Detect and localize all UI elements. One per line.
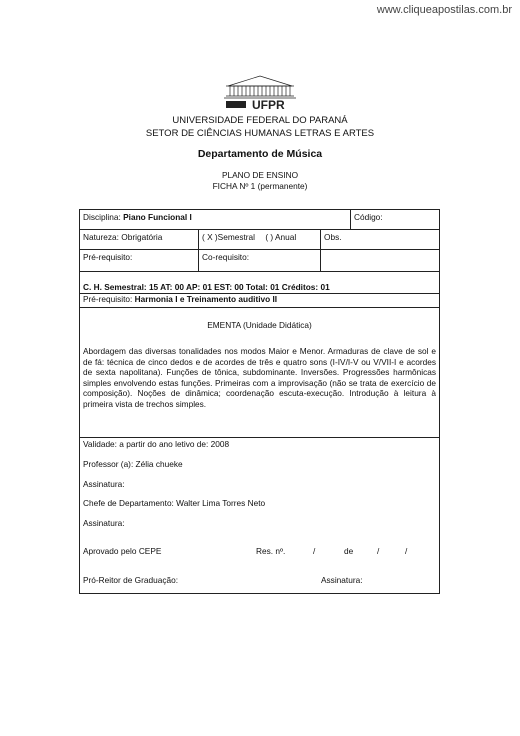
- chefe-departamento: Chefe de Departamento: Walter Lima Torres Neto: [83, 498, 266, 508]
- res-slash: /: [313, 546, 316, 556]
- semestral-anual-cell: [198, 230, 320, 249]
- university-name: UNIVERSIDADE FEDERAL DO PARANÁ: [172, 115, 348, 126]
- pro-reitor: Pró-Reitor de Graduação:: [83, 575, 179, 585]
- anual-option: ( ) Anual: [265, 232, 297, 242]
- prereq2-line: [83, 294, 277, 304]
- empty-cell: [320, 250, 439, 271]
- date-slash-2: /: [405, 546, 408, 556]
- obs-label: Obs.: [324, 232, 342, 242]
- codigo-cell: [350, 210, 439, 229]
- obs-cell: [320, 230, 439, 249]
- carga-horaria: C. H. Semestral: 15 AT: 00 AP: 01 EST: 00 Total: 01 Créditos: 01: [83, 282, 330, 292]
- row-carga: [80, 272, 439, 308]
- validade: Validade: a partir do ano letivo de: 2008: [83, 439, 230, 449]
- plan-title: PLANO DE ENSINO: [221, 170, 299, 180]
- assinatura-chefe: Assinatura:: [83, 518, 125, 528]
- ficha-line: FICHA Nº 1 (permanente): [212, 181, 308, 191]
- natureza-cell: [80, 230, 198, 249]
- sector-name: SETOR DE CIÊNCIAS HUMANAS LETRAS E ARTES: [145, 128, 375, 139]
- ementa-section: [80, 308, 439, 438]
- university-header: [0, 114, 520, 140]
- disciplina-label: Disciplina:: [83, 212, 121, 222]
- row-disciplina: [80, 210, 439, 230]
- coreq-label: Co-requisito:: [202, 252, 250, 262]
- ementa-title: EMENTA (Unidade Didática): [207, 320, 312, 330]
- professor: Professor (a): Zélia chueke: [83, 459, 183, 469]
- signatures-section: [80, 438, 439, 593]
- ufpr-logo: [222, 72, 298, 112]
- prereq-label: Pré-requisito:: [83, 252, 133, 262]
- plan-heading: [0, 170, 520, 192]
- prereq-cell: [80, 250, 198, 271]
- res-number: Res. nº.: [256, 546, 286, 556]
- codigo-label: Código:: [354, 212, 383, 222]
- prereq2-value: Harmonia I e Treinamento auditivo II: [134, 294, 278, 304]
- natureza-label: Natureza:: [83, 232, 119, 242]
- assinatura-professor: Assinatura:: [83, 479, 125, 489]
- ementa-text: Abordagem das diversas tonalidades nos modos Maior e Menor. Armaduras de clave de sol e de fá: técnica de cinco dedos e de acordes de três e quatro sons (I-IV/I-V ou V/VII-I e acordes de sexta napolitana). Funções de tônica, subdominante. Inversões. Progressões harmônicas simples envolvendo estas funções. Primeiras com a improvisação (não se trata de exercício de composição). Noções de dinâmica; coordenação escuta-execução. Introdução à leitura à primeira vista de trechos simples.: [83, 346, 436, 409]
- watermark-url: www.cliqueapostilas.com.br: [376, 4, 512, 16]
- prereq2-label: Pré-requisito:: [83, 294, 133, 304]
- disciplina-cell: [80, 210, 350, 229]
- assinatura-pro-reitor: Assinatura:: [321, 575, 363, 585]
- date-slash-1: /: [377, 546, 380, 556]
- building-icon: [224, 76, 296, 98]
- natureza-value: Obrigatória: [121, 232, 163, 242]
- disciplina-value: Piano Funcional I: [123, 212, 192, 222]
- logo-text: UFPR: [252, 98, 285, 112]
- row-requisitos: [80, 250, 439, 272]
- aprovado-cepe: Aprovado pelo CEPE: [83, 546, 162, 556]
- row-natureza: [80, 230, 439, 250]
- coreq-cell: [198, 250, 320, 271]
- semestral-option: ( X )Semestral: [202, 232, 256, 242]
- res-de: de: [344, 546, 354, 556]
- teaching-plan-form: [79, 209, 440, 594]
- department-title: Departamento de Música: [197, 148, 323, 160]
